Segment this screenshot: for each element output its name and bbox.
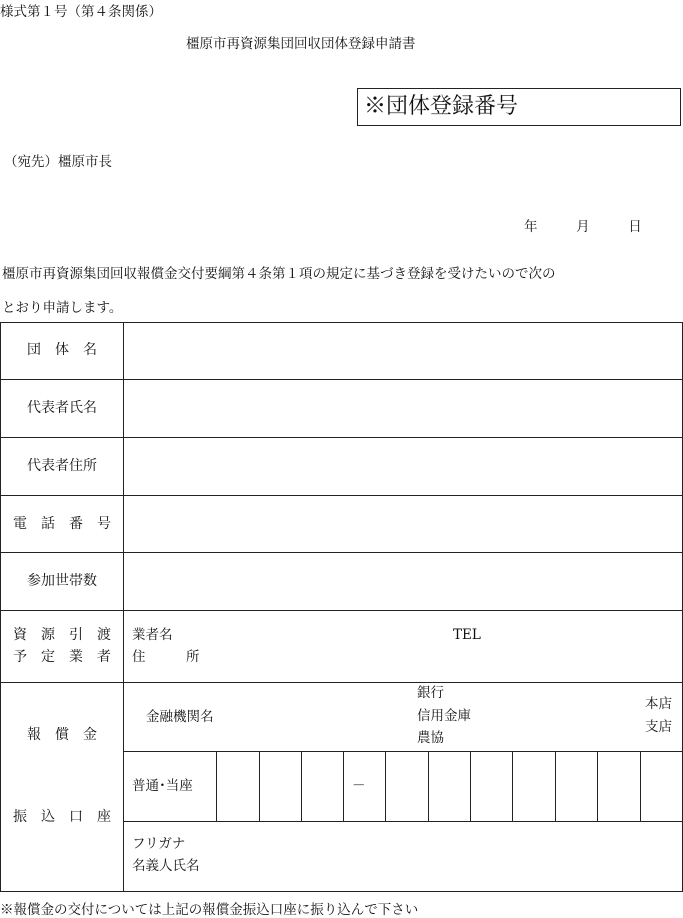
furigana-label: フリガナ bbox=[132, 836, 186, 852]
rep-name-field[interactable] bbox=[124, 380, 682, 437]
account-box-divider bbox=[470, 751, 471, 821]
collector-address-label: 住 所 bbox=[132, 649, 200, 665]
bank-type-shinkin: 信用金庫 bbox=[417, 708, 471, 724]
document-title: 橿原市再資源集団回収団体登録申請書 bbox=[186, 36, 416, 52]
bank-type-bank: 銀行 bbox=[417, 685, 444, 701]
account-type-label: 普通･当座 bbox=[132, 778, 193, 794]
row-divider bbox=[0, 682, 683, 683]
account-box-divider bbox=[597, 751, 598, 821]
application-table bbox=[0, 322, 683, 892]
reward-label-line-1: 報 償 金 bbox=[27, 727, 97, 743]
branch-type-branch: 支店 bbox=[645, 719, 672, 735]
collector-label-line-1: 資 源 引 渡 bbox=[13, 627, 111, 643]
account-box-divider bbox=[640, 751, 641, 821]
bank-type-nokyo: 農協 bbox=[417, 730, 444, 746]
account-box-divider bbox=[301, 751, 302, 821]
institution-label: 金融機関名 bbox=[146, 709, 214, 725]
account-box-divider bbox=[259, 751, 260, 821]
rep-address-label: 代表者住所 bbox=[27, 458, 97, 474]
date-month: 月 bbox=[576, 219, 590, 235]
group-name-label: 団 体 名 bbox=[27, 342, 97, 358]
bank-subrow-divider bbox=[123, 821, 683, 822]
account-box-divider bbox=[428, 751, 429, 821]
rep-name-label: 代表者氏名 bbox=[27, 400, 97, 416]
account-dash: － bbox=[352, 778, 366, 794]
phone-field[interactable] bbox=[124, 496, 682, 552]
branch-type-head: 本店 bbox=[645, 696, 672, 712]
row-divider bbox=[0, 610, 683, 611]
date-day: 日 bbox=[628, 219, 642, 235]
addressee: （宛先）橿原市長 bbox=[4, 154, 112, 170]
bank-subrow-divider bbox=[123, 751, 683, 752]
date-year: 年 bbox=[524, 219, 538, 235]
footer-note: ※報償金の交付については上記の報償金振込口座に振り込んで下さい bbox=[0, 902, 419, 918]
households-label: 参加世帯数 bbox=[27, 573, 97, 589]
table-border-bottom bbox=[0, 891, 683, 892]
collector-tel-label: TEL bbox=[453, 627, 481, 643]
account-box-divider bbox=[512, 751, 513, 821]
intro-text-line-1: 橿原市再資源集団回収報償金交付要綱第４条第１項の規定に基づき登録を受けたいので次の bbox=[2, 266, 556, 282]
intro-text-line-2: とおり申請します。 bbox=[2, 300, 123, 316]
households-field[interactable] bbox=[124, 553, 682, 610]
collector-name-label: 業者名 bbox=[132, 627, 173, 643]
account-box-divider bbox=[555, 751, 556, 821]
registration-number-box[interactable]: ※団体登録番号 bbox=[357, 88, 681, 126]
group-name-field[interactable] bbox=[124, 323, 682, 379]
collector-label-line-2: 予 定 業 者 bbox=[13, 649, 111, 665]
reward-label-line-2: 振 込 口 座 bbox=[13, 809, 111, 825]
rep-address-field[interactable] bbox=[124, 438, 682, 495]
phone-label: 電 話 番 号 bbox=[13, 516, 111, 532]
account-box-divider bbox=[343, 751, 344, 821]
holder-name-label: 名義人氏名 bbox=[132, 858, 200, 874]
date-line bbox=[524, 215, 642, 235]
account-box-divider bbox=[216, 751, 217, 821]
form-number-label: 様式第１号（第４条関係） bbox=[0, 4, 162, 20]
account-box-divider bbox=[385, 751, 386, 821]
